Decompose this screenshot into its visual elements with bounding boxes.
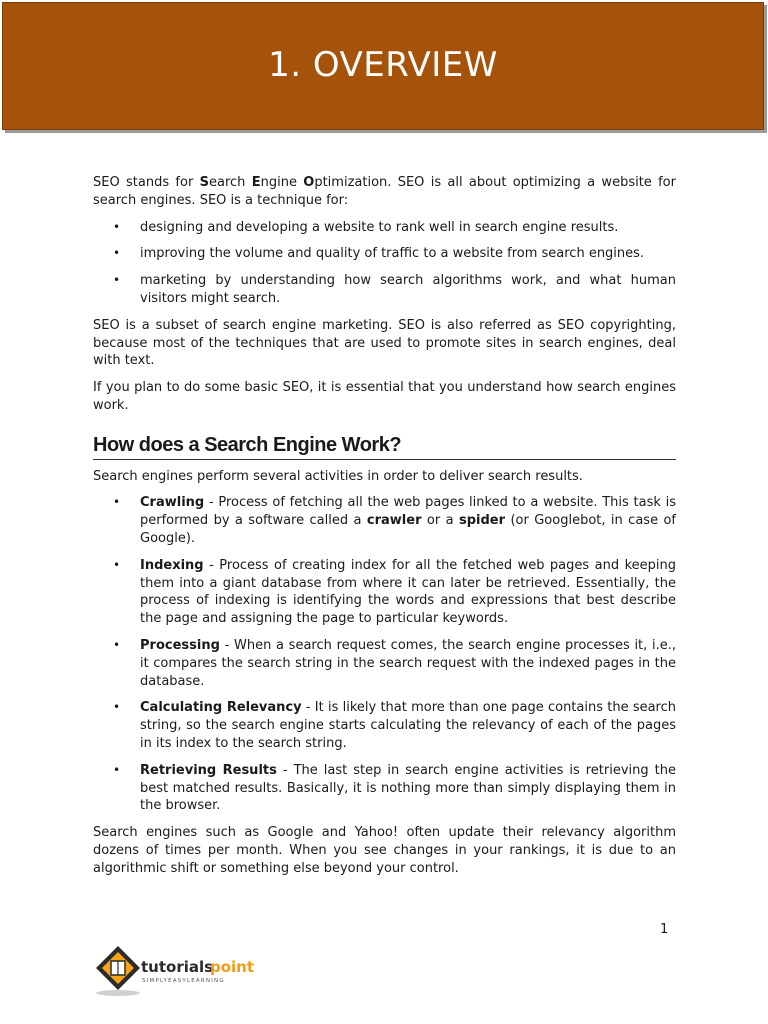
logo-graphic	[93, 942, 268, 998]
intro-bullet-list	[93, 219, 676, 308]
seo-subset-paragraph: SEO is a subset of search engine marketing. SEO is also referred as SEO copyrighting, because most of the techniques that are used to promote sites in search engines, deal with text.	[93, 317, 676, 369]
list-item-retrieving: • Retrieving Results - The last step in search engine activities is retrieving the best matched results. Basically, it is nothing more than simply displaying them in the browser.	[113, 762, 676, 814]
page-content	[93, 174, 676, 887]
header-box	[2, 2, 764, 130]
list-item-indexing: • Indexing - Process of creating index for all the fetched web pages and keeping them into a giant database from where it can later be retrieved. Essentially, the process of indexing is identifying the words and expressions that best describe the page and assigning the page to particular keywords.	[113, 557, 676, 627]
activities-list	[93, 494, 676, 815]
logo-word-tutorials: tutorials	[141, 958, 214, 976]
list-item-processing: • Processing - When a search request comes, the search engine processes it, i.e., it compares the search string in the search request with the indexed pages in the database.	[113, 637, 676, 689]
list-item: • improving the volume and quality of traffic to a website from search engines.	[113, 246, 645, 262]
logo-word-point: point	[210, 958, 255, 976]
header-banner	[0, 0, 768, 132]
list-item-relevancy: • Calculating Relevancy - It is likely that more than one page contains the search string, so the search engine starts calculating the relevancy of each of the pages in its index to the search string.	[113, 700, 677, 751]
logo-shadow	[96, 990, 140, 996]
chapter-title: 1. OVERVIEW	[268, 45, 498, 85]
section-heading: How does a Search Engine Work?	[93, 437, 676, 460]
logo-tagline: SIMPLYEASYLEARNING	[142, 978, 225, 984]
bullet-icon: •	[113, 700, 121, 715]
closing-paragraph: Search engines such as Google and Yahoo! often update their relevancy algorithm dozens of times per month. When you see changes in your rankings, it is due to an algorithmic shift or something else beyond your control.	[93, 825, 676, 876]
section-lead-paragraph: Search engines perform several activities in order to deliver search results.	[93, 468, 583, 484]
intro-paragraph: SEO stands for Search Engine Optimization. SEO is all about optimizing a website for search engines. SEO is a technique for:	[93, 175, 676, 208]
bullet-icon: •	[113, 273, 121, 288]
basic-seo-paragraph: If you plan to do some basic SEO, it is essential that you understand how search engines work.	[93, 380, 676, 413]
bullet-icon: •	[113, 219, 121, 234]
bullet-icon: •	[113, 762, 121, 777]
list-item: • marketing by understanding how search algorithms work, and what human visitors might search.	[113, 273, 676, 306]
bullet-icon: •	[113, 246, 121, 261]
bullet-icon: •	[113, 557, 121, 572]
bullet-icon: •	[113, 637, 121, 652]
page-number: 1	[660, 922, 669, 937]
bullet-icon: •	[113, 495, 121, 510]
tutorialspoint-logo	[93, 942, 268, 998]
list-item: • designing and developing a website to rank well in search engine results.	[113, 219, 619, 235]
list-item-crawling: • Crawling - Process of fetching all the web pages linked to a website. This task is performed by a software called a crawler or a spider (or Googlebot, in case of Google).	[113, 495, 677, 546]
